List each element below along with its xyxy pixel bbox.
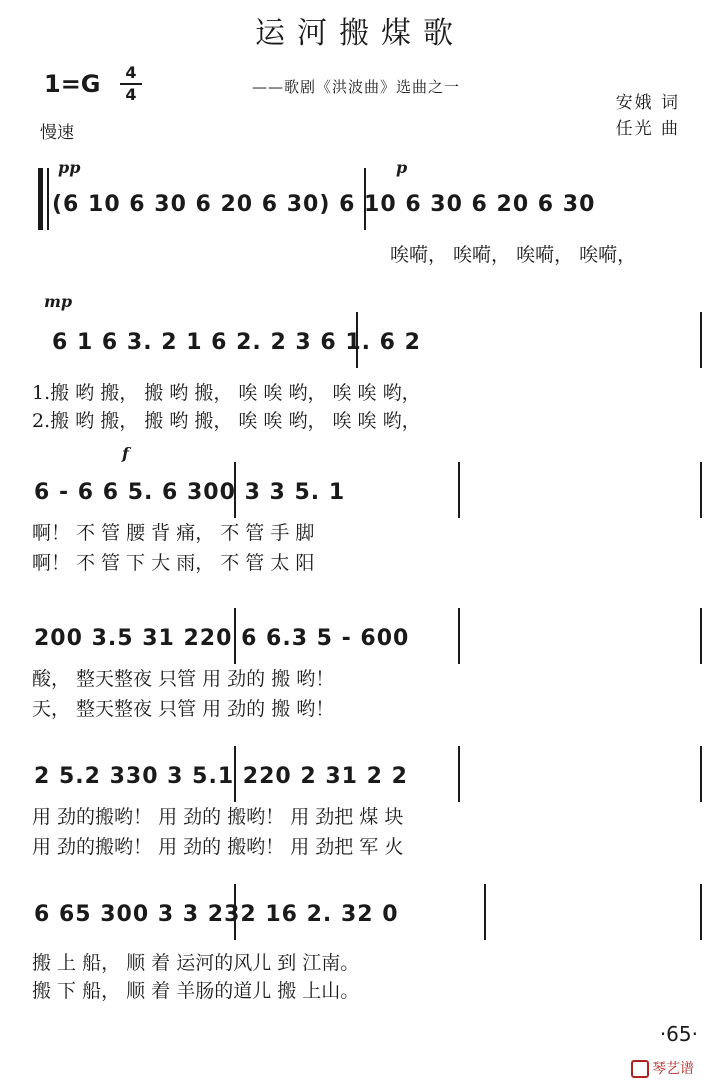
watermark-text: 琴艺谱 [652,1061,694,1077]
time-signature [120,64,142,104]
barline [47,168,49,230]
notation-line-2: 6 1 6 3. 2 1 6 2. 2 3 6 1. 6 2 [52,330,421,355]
barline [484,884,486,940]
lyric-line-3a: 啊！ 不 管 腰 背 痛， 不 管 手 脚 [32,522,315,544]
notation-line-6: 6 65 300 3 3 232 16 2. 32 0 [34,902,399,927]
subtitle: ——歌剧《洪波曲》选曲之一 [252,78,461,96]
lyric-line-1: 唉嗬， 唉嗬， 唉嗬， 唉嗬， [390,244,637,266]
time-signature-top: 4 [125,63,137,82]
barline [458,608,460,664]
notation-line-3: 6 - 6 6 5. 6 300 3 3 5. 1 [34,480,346,505]
dynamic-f: f [122,444,129,463]
lyric-line-4a: 酸， 整天整夜 只管 用 劲的 搬 哟！ [32,668,335,690]
dynamic-pp: pp [58,158,81,177]
barline [700,884,702,940]
notation-line-5: 2 5.2 330 3 5.1 220 2 31 2 2 [34,764,408,789]
page-number: ·65· [659,1022,698,1046]
lyric-line-6a: 搬 上 船， 顺 着 运河的风儿 到 江南。 [32,952,360,974]
lyric-line-5a: 用 劲的搬哟！ 用 劲的 搬哟！ 用 劲把 煤 块 [32,806,404,828]
dynamic-mp: mp [44,292,73,311]
barline [458,746,460,802]
song-title: 运河搬煤歌 [255,16,465,51]
lyric-line-3b: 啊！ 不 管 下 大 雨， 不 管 太 阳 [32,552,315,574]
piano-logo-icon [631,1060,649,1078]
barline [700,312,702,368]
tempo-marking: 慢速 [40,123,74,143]
barline [700,608,702,664]
notation-line-4: 200 3.5 31 220 6 6.3 5 - 600 [34,626,410,651]
lyric-line-4b: 天， 整天整夜 只管 用 劲的 搬 哟！ [32,698,335,720]
key-signature: 1=G [44,70,101,98]
lyric-line-6b: 搬 下 船， 顺 着 羊肠的道儿 搬 上山。 [32,980,360,1002]
watermark-logo [631,1058,694,1078]
lyricist-credit: 安娥 词 [615,93,680,113]
repeat-start-barline [38,168,43,230]
lyric-line-2b: 2.搬 哟 搬， 搬 哟 搬， 唉 唉 哟， 唉 唉 哟， [32,410,421,432]
dynamic-p: p [396,158,408,177]
barline [458,462,460,518]
barline [700,746,702,802]
lyric-line-2a: 1.搬 哟 搬， 搬 哟 搬， 唉 唉 哟， 唉 唉 哟， [32,382,421,404]
composer-credit: 任光 曲 [615,119,680,139]
barline [700,462,702,518]
time-signature-bottom: 4 [125,85,137,104]
notation-line-1: (6 10 6 30 6 20 6 30) 6 10 6 30 6 20 6 30 [52,192,596,217]
lyric-line-5b: 用 劲的搬哟！ 用 劲的 搬哟！ 用 劲把 军 火 [32,836,404,858]
